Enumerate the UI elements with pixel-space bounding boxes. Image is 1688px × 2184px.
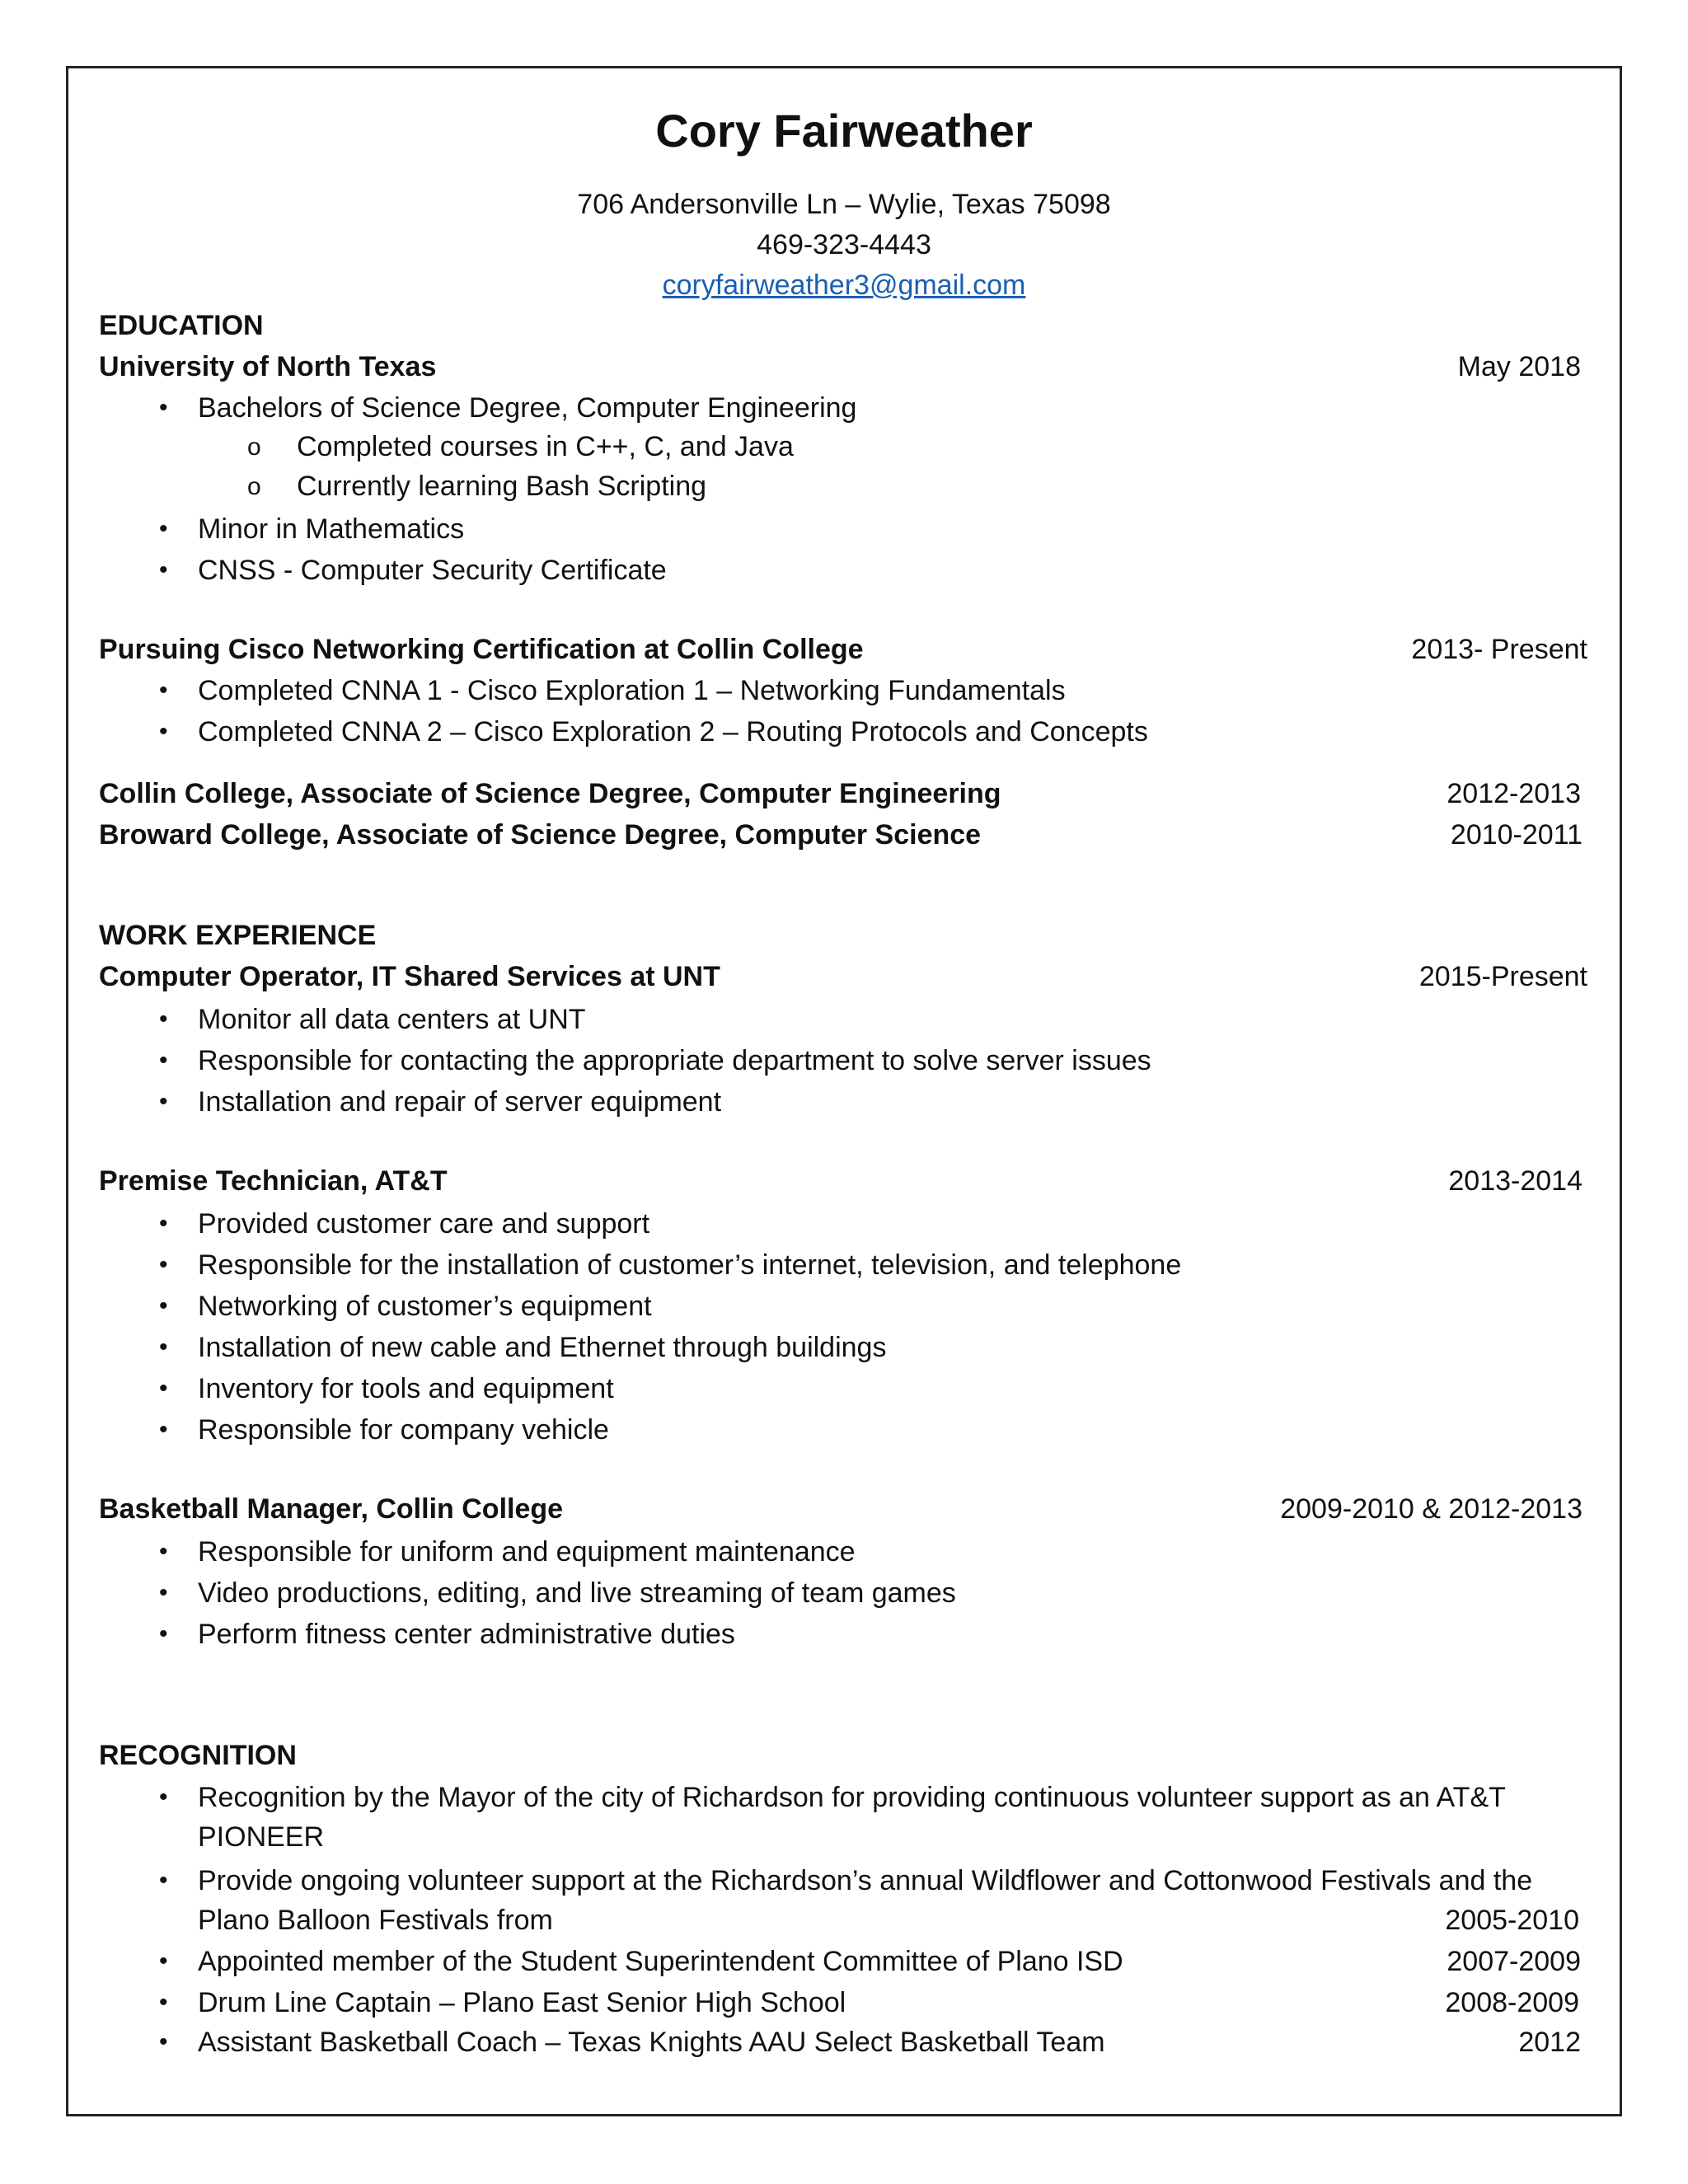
recognition-item: Appointed member of the Student Superintendent Committee of Plano ISD bbox=[198, 1946, 1123, 1977]
bullet-icon: • bbox=[159, 2028, 168, 2055]
cisco-title: Pursuing Cisco Networking Certification at Collin College bbox=[99, 634, 864, 665]
bullet-icon: • bbox=[159, 1620, 168, 1647]
job-item: Responsible for company vehicle bbox=[198, 1414, 609, 1446]
bullet-icon: • bbox=[159, 515, 168, 542]
bullet-icon: • bbox=[159, 1416, 168, 1443]
unt-item: Bachelors of Science Degree, Computer Engineering bbox=[198, 392, 857, 424]
job-item: Networking of customer’s equipment bbox=[198, 1291, 652, 1322]
recognition-date: 2008-2009 bbox=[1445, 1987, 1579, 2018]
bullet-icon: • bbox=[159, 1251, 168, 1278]
phone: 469-323-4443 bbox=[757, 229, 931, 260]
job-item: Inventory for tools and equipment bbox=[198, 1373, 614, 1404]
job-item: Video productions, editing, and live streaming of team games bbox=[198, 1577, 956, 1609]
job-item: Installation and repair of server equipment bbox=[198, 1086, 722, 1118]
unt-date: May 2018 bbox=[1457, 351, 1581, 382]
email-link[interactable]: coryfairweather3@gmail.com bbox=[662, 269, 1026, 301]
email-line bbox=[0, 269, 1688, 302]
broward-title: Broward College, Associate of Science Degree, Computer Science bbox=[99, 819, 982, 851]
collin-title: Collin College, Associate of Science Degree, Computer Engineering bbox=[99, 778, 1001, 809]
bullet-icon: • bbox=[159, 1333, 168, 1361]
work-heading: WORK EXPERIENCE bbox=[99, 920, 377, 951]
recognition-heading: RECOGNITION bbox=[99, 1740, 297, 1771]
recognition-item: Recognition by the Mayor of the city of Richardson for providing continuous volunteer support as an AT&T bbox=[198, 1782, 1506, 1813]
recognition-date: 2007-2009 bbox=[1447, 1946, 1581, 1977]
bullet-icon: • bbox=[159, 1292, 168, 1319]
bullet-icon: • bbox=[159, 677, 168, 704]
job-date: 2013-2014 bbox=[1448, 1165, 1582, 1197]
unt-title: University of North Texas bbox=[99, 351, 437, 382]
bullet-icon: • bbox=[159, 1088, 168, 1115]
education-heading: EDUCATION bbox=[99, 310, 264, 341]
unt-item: Minor in Mathematics bbox=[198, 513, 465, 545]
recognition-item-cont: PIONEER bbox=[198, 1821, 325, 1853]
job-date: 2009-2010 & 2012-2013 bbox=[1280, 1493, 1582, 1525]
recognition-item: Provide ongoing volunteer support at the Richardson’s annual Wildflower and Cottonwood Festivals and the bbox=[198, 1865, 1533, 1896]
bullet-icon: • bbox=[159, 1538, 168, 1565]
cisco-date: 2013- Present bbox=[1411, 634, 1587, 665]
unt-subitem: Currently learning Bash Scripting bbox=[297, 471, 707, 502]
job-title: Computer Operator, IT Shared Services at UNT bbox=[99, 961, 720, 992]
bullet-icon: • bbox=[159, 556, 168, 583]
recognition-date: 2012 bbox=[1518, 2027, 1581, 2058]
recognition-item: Drum Line Captain – Plano East Senior High School bbox=[198, 1987, 846, 2018]
bullet-icon: • bbox=[159, 1867, 168, 1894]
recognition-item-cont: Plano Balloon Festivals from bbox=[198, 1905, 553, 1936]
bullet-icon: • bbox=[159, 1579, 168, 1606]
job-item: Installation of new cable and Ethernet through buildings bbox=[198, 1332, 887, 1363]
subbullet-icon: o bbox=[247, 473, 261, 500]
recognition-item: Assistant Basketball Coach – Texas Knights AAU Select Basketball Team bbox=[198, 2027, 1105, 2058]
job-item: Responsible for the installation of customer’s internet, television, and telephone bbox=[198, 1249, 1182, 1281]
job-item: Perform fitness center administrative duties bbox=[198, 1619, 735, 1650]
address: 706 Andersonville Ln – Wylie, Texas 75098 bbox=[577, 189, 1111, 220]
bullet-icon: • bbox=[159, 1047, 168, 1074]
cisco-item: Completed CNNA 1 - Cisco Exploration 1 – Networking Fundamentals bbox=[198, 675, 1066, 706]
broward-date: 2010-2011 bbox=[1450, 819, 1582, 851]
resume-name: Cory Fairweather bbox=[655, 105, 1033, 157]
bullet-icon: • bbox=[159, 1947, 168, 1975]
unt-item: CNSS - Computer Security Certificate bbox=[198, 555, 667, 586]
subbullet-icon: o bbox=[247, 434, 261, 461]
bullet-icon: • bbox=[159, 1210, 168, 1237]
unt-subitem: Completed courses in C++, C, and Java bbox=[297, 431, 794, 462]
collin-date: 2012-2013 bbox=[1447, 778, 1581, 809]
job-title: Basketball Manager, Collin College bbox=[99, 1493, 564, 1525]
recognition-date: 2005-2010 bbox=[1445, 1905, 1579, 1936]
job-title: Premise Technician, AT&T bbox=[99, 1165, 448, 1197]
bullet-icon: • bbox=[159, 394, 168, 421]
job-item: Responsible for contacting the appropriate department to solve server issues bbox=[198, 1045, 1151, 1076]
bullet-icon: • bbox=[159, 1989, 168, 2016]
cisco-item: Completed CNNA 2 – Cisco Exploration 2 – Routing Protocols and Concepts bbox=[198, 716, 1148, 748]
job-item: Monitor all data centers at UNT bbox=[198, 1004, 586, 1035]
job-item: Responsible for uniform and equipment maintenance bbox=[198, 1536, 856, 1568]
bullet-icon: • bbox=[159, 1005, 168, 1033]
bullet-icon: • bbox=[159, 1783, 168, 1811]
job-date: 2015-Present bbox=[1418, 961, 1587, 992]
bullet-icon: • bbox=[159, 1375, 168, 1402]
job-item: Provided customer care and support bbox=[198, 1208, 650, 1240]
bullet-icon: • bbox=[159, 718, 168, 745]
